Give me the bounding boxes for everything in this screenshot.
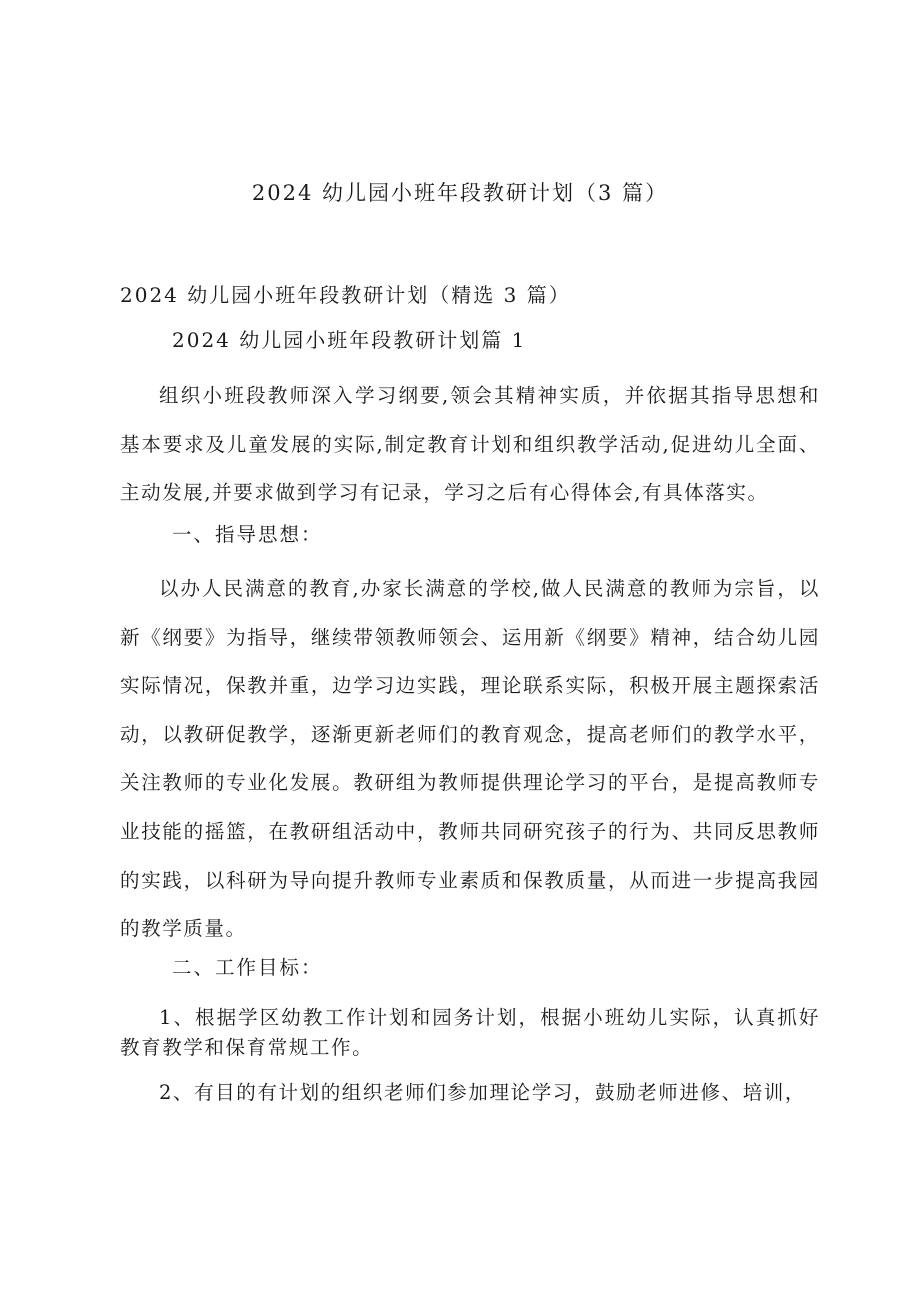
document-subtitle: 2024 幼儿园小班年段教研计划（精选 3 篇） [120,283,571,307]
guiding-thought-paragraph: 以办人民满意的教育,办家长满意的学校,做人民满意的教师为宗旨，以新《纲要》为指导，继续带领教师领会、运用新《纲要》精神，结合幼儿园实际情况，保教并重，边学习边实践，理论联系实际，积极开展主题探索活动，以教研促教学，逐渐更新老师们的教育观念，提高老师们的教学水平，关注教师的专业化发展。教研组为教师提供理论学习的平台，是提高教师专业技能的摇篮，在教研组活动中，教师共同研究孩子的行为、共同反思教师的实践，以科研为导向提升教师专业素质和保教质量，从而进一步提高我园的教学质量。 [120,577,820,941]
intro-paragraph: 组织小班段教师深入学习纲要,领会其精神实质，并依据其指导思想和基本要求及儿童发展的实际,制定教育计划和组织教学活动,促进幼儿全面、主动发展,并要求做到学习有记录，学习之后有心得体会,有具体落实。 [120,384,820,504]
section-title: 2024 幼儿园小班年段教研计划篇 1 [172,328,527,352]
heading-work-goals: 二、工作目标： [172,956,323,979]
heading-guiding-thought: 一、指导思想： [172,523,323,546]
goal-item-1: 1、根据学区幼教工作计划和园务计划，根据小班幼儿实际，认真抓好教育教学和保育常规工作。 [120,1006,820,1059]
goal-item-2: 2、有目的有计划的组织老师们参加理论学习，鼓励老师进修、培训， [159,1081,807,1104]
document-title: 2024 幼儿园小班年段教研计划（3 篇） [251,181,669,205]
